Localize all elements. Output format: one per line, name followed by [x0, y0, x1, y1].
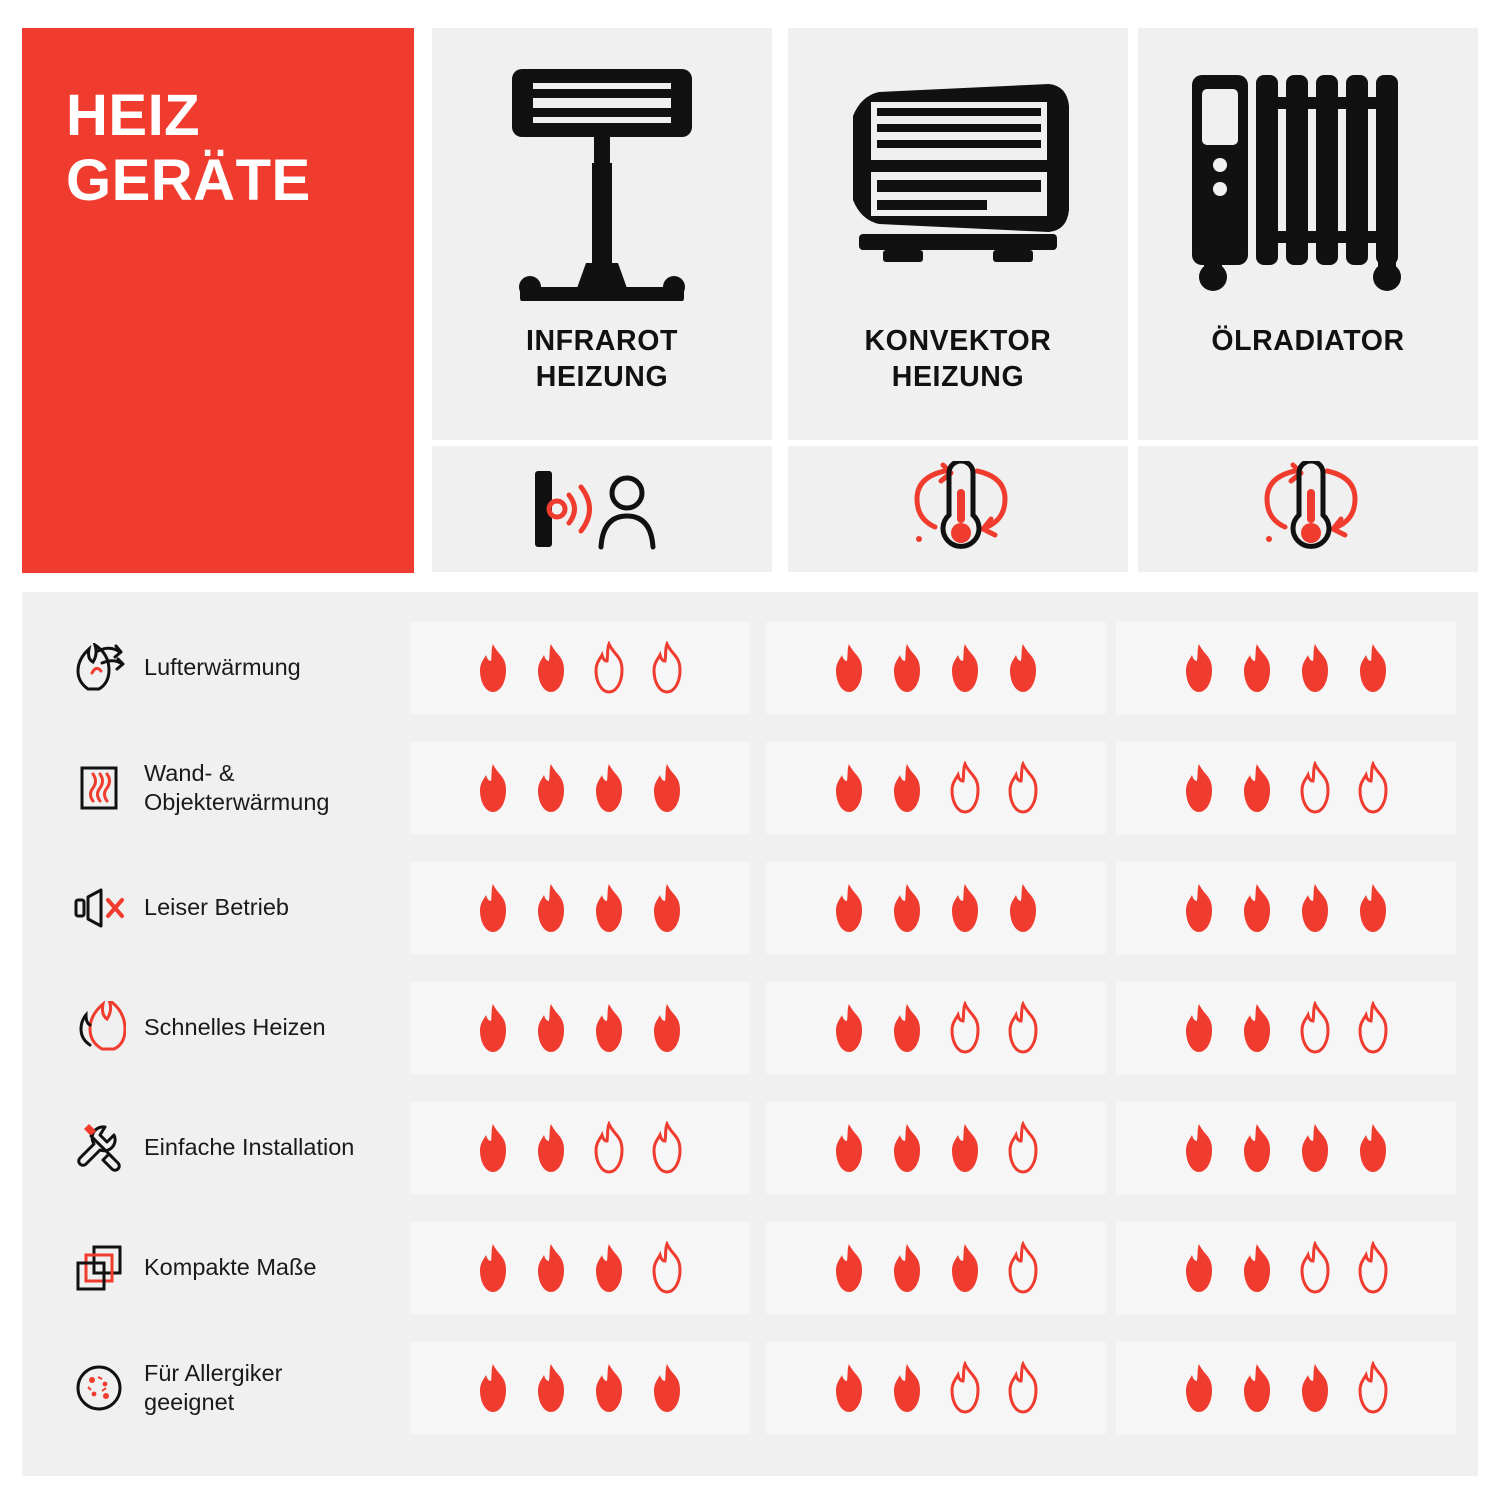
- flame-empty: [942, 1361, 988, 1415]
- product-title-line-2: HEIZUNG: [535, 361, 669, 394]
- speaker-mute-icon: [72, 881, 126, 935]
- rating-cell: [766, 622, 1106, 714]
- feature-label: Einfache Installation: [144, 1134, 355, 1161]
- rating-cell: [1116, 622, 1456, 714]
- flame-filled: [1292, 881, 1338, 935]
- flame-filled: [528, 1121, 574, 1175]
- flame-empty: [1000, 1241, 1046, 1295]
- rating-cell: [1116, 1102, 1456, 1194]
- feature-label-cell: [72, 622, 412, 714]
- flame-filled: [528, 1361, 574, 1415]
- squares-size-icon: [72, 1241, 126, 1295]
- fast-flame-icon: [72, 1001, 126, 1055]
- flame-empty: [1292, 761, 1338, 815]
- flame-filled: [1234, 761, 1280, 815]
- feature-label-cell: [72, 1102, 412, 1194]
- flame-filled: [470, 641, 516, 695]
- flame-filled: [826, 761, 872, 815]
- flame-filled: [586, 881, 632, 935]
- flame-filled: [586, 1241, 632, 1295]
- rating-cell: [410, 742, 750, 834]
- thermometer-airflow-icon: [1138, 446, 1478, 572]
- flame-filled: [826, 1361, 872, 1415]
- flame-filled: [1176, 1001, 1222, 1055]
- title-card: [22, 28, 414, 573]
- flame-filled: [1234, 1241, 1280, 1295]
- flame-filled: [528, 1241, 574, 1295]
- rating-cell: [410, 982, 750, 1074]
- flame-filled: [826, 1121, 872, 1175]
- feature-label: Wand- & Objekterwärmung: [144, 759, 330, 815]
- flame-filled: [1234, 1001, 1280, 1055]
- flame-filled: [528, 641, 574, 695]
- table-row: [22, 742, 1478, 834]
- product-header: [1138, 28, 1478, 440]
- feature-label: Lufterwärmung: [144, 654, 301, 681]
- flame-filled: [470, 1361, 516, 1415]
- feature-label-cell: [72, 982, 412, 1074]
- feature-label-cell: [72, 1342, 412, 1434]
- flame-empty: [1350, 1241, 1396, 1295]
- flame-filled: [1234, 881, 1280, 935]
- flame-filled: [1350, 641, 1396, 695]
- infrared-heater-icon: [482, 28, 722, 323]
- dust-particles-icon: [72, 1361, 126, 1415]
- comparison-table: [22, 592, 1478, 1476]
- header-band: [22, 28, 1478, 578]
- flame-filled: [1176, 881, 1222, 935]
- flame-empty: [586, 1121, 632, 1175]
- flame-empty: [942, 1001, 988, 1055]
- rating-cell: [1116, 862, 1456, 954]
- flame-filled: [1234, 641, 1280, 695]
- flame-filled: [1292, 1121, 1338, 1175]
- product-title-line-1: INFRAROT: [525, 325, 679, 357]
- flame-filled: [826, 1001, 872, 1055]
- rating-cell: [766, 982, 1106, 1074]
- flame-filled: [884, 1001, 930, 1055]
- rating-cell: [410, 1102, 750, 1194]
- rating-cell: [1116, 982, 1456, 1074]
- flame-filled: [1176, 761, 1222, 815]
- flame-empty: [1000, 1121, 1046, 1175]
- product-header: [788, 28, 1128, 440]
- rating-cell: [766, 1102, 1106, 1194]
- flame-empty: [1350, 761, 1396, 815]
- flame-filled: [528, 1001, 574, 1055]
- rating-cell: [1116, 1342, 1456, 1434]
- page-title: [66, 84, 370, 214]
- rating-cell: [410, 1222, 750, 1314]
- flame-empty: [644, 1241, 690, 1295]
- product-title: [516, 323, 688, 396]
- rating-cell: [766, 1342, 1106, 1434]
- product-column-oelradiator: [1138, 28, 1478, 572]
- flame-filled: [826, 641, 872, 695]
- flame-filled: [1234, 1361, 1280, 1415]
- flame-filled: [884, 761, 930, 815]
- flame-filled: [884, 641, 930, 695]
- flame-filled: [470, 881, 516, 935]
- product-title-line-1: KONVEKTOR: [864, 325, 1052, 357]
- flame-empty: [1350, 1001, 1396, 1055]
- flame-filled: [942, 1241, 988, 1295]
- title-line-1: HEIZ: [66, 83, 201, 148]
- flame-filled: [884, 1361, 930, 1415]
- flame-filled: [470, 1241, 516, 1295]
- feature-label-cell: [72, 742, 412, 834]
- rating-cell: [1116, 742, 1456, 834]
- flame-empty: [644, 1121, 690, 1175]
- rating-cell: [410, 1342, 750, 1434]
- flame-empty: [942, 761, 988, 815]
- flame-filled: [586, 1361, 632, 1415]
- flame-filled: [644, 761, 690, 815]
- flame-empty: [1350, 1361, 1396, 1415]
- flame-filled: [1176, 1121, 1222, 1175]
- flame-empty: [644, 641, 690, 695]
- flame-airflow-icon: [72, 641, 126, 695]
- rating-cell: [766, 862, 1106, 954]
- table-row: [22, 862, 1478, 954]
- flame-filled: [586, 1001, 632, 1055]
- feature-label: Leiser Betrieb: [144, 894, 289, 921]
- table-row: [22, 1222, 1478, 1314]
- product-title-line-2: HEIZUNG: [891, 361, 1025, 394]
- flame-filled: [1292, 641, 1338, 695]
- flame-filled: [826, 1241, 872, 1295]
- convector-heater-icon: [823, 28, 1093, 323]
- flame-filled: [470, 1001, 516, 1055]
- flame-filled: [1176, 1241, 1222, 1295]
- thermometer-airflow-icon: [788, 446, 1128, 572]
- flame-filled: [942, 881, 988, 935]
- flame-empty: [586, 641, 632, 695]
- wall-heat-waves-icon: [72, 761, 126, 815]
- product-column-konvektor: [788, 28, 1128, 572]
- table-row: [22, 982, 1478, 1074]
- flame-filled: [1292, 1361, 1338, 1415]
- product-title-line-1: ÖLRADIATOR: [1211, 325, 1405, 357]
- wrench-screwdriver-icon: [72, 1121, 126, 1175]
- rating-cell: [766, 742, 1106, 834]
- oil-radiator-icon: [1178, 28, 1438, 323]
- rating-cell: [766, 1222, 1106, 1314]
- rating-cell: [410, 622, 750, 714]
- product-title: [1201, 323, 1414, 359]
- radiant-wave-person-icon: [432, 446, 772, 572]
- flame-filled: [644, 881, 690, 935]
- product-title: [855, 323, 1062, 396]
- flame-filled: [1350, 881, 1396, 935]
- product-header: [432, 28, 772, 440]
- flame-empty: [1292, 1001, 1338, 1055]
- flame-filled: [1000, 641, 1046, 695]
- flame-filled: [1176, 1361, 1222, 1415]
- flame-filled: [1000, 881, 1046, 935]
- title-line-2: GERÄTE: [66, 147, 311, 213]
- flame-filled: [1234, 1121, 1280, 1175]
- flame-filled: [470, 761, 516, 815]
- flame-filled: [1176, 641, 1222, 695]
- rating-cell: [410, 862, 750, 954]
- flame-filled: [644, 1001, 690, 1055]
- table-row: [22, 622, 1478, 714]
- flame-filled: [644, 1361, 690, 1415]
- flame-filled: [528, 881, 574, 935]
- feature-label-cell: [72, 862, 412, 954]
- feature-label: Für Allergiker geeignet: [144, 1359, 283, 1415]
- product-column-infrarot: [432, 28, 772, 572]
- flame-filled: [884, 881, 930, 935]
- flame-empty: [1000, 1001, 1046, 1055]
- flame-filled: [1350, 1121, 1396, 1175]
- rating-cell: [1116, 1222, 1456, 1314]
- flame-empty: [1000, 1361, 1046, 1415]
- flame-filled: [528, 761, 574, 815]
- flame-filled: [884, 1241, 930, 1295]
- flame-filled: [470, 1121, 516, 1175]
- flame-empty: [1000, 761, 1046, 815]
- flame-filled: [884, 1121, 930, 1175]
- table-row: [22, 1342, 1478, 1434]
- flame-empty: [1292, 1241, 1338, 1295]
- flame-filled: [942, 1121, 988, 1175]
- feature-label: Kompakte Maße: [144, 1254, 317, 1281]
- table-row: [22, 1102, 1478, 1194]
- feature-label-cell: [72, 1222, 412, 1314]
- flame-filled: [586, 761, 632, 815]
- feature-label: Schnelles Heizen: [144, 1014, 326, 1041]
- flame-filled: [942, 641, 988, 695]
- flame-filled: [826, 881, 872, 935]
